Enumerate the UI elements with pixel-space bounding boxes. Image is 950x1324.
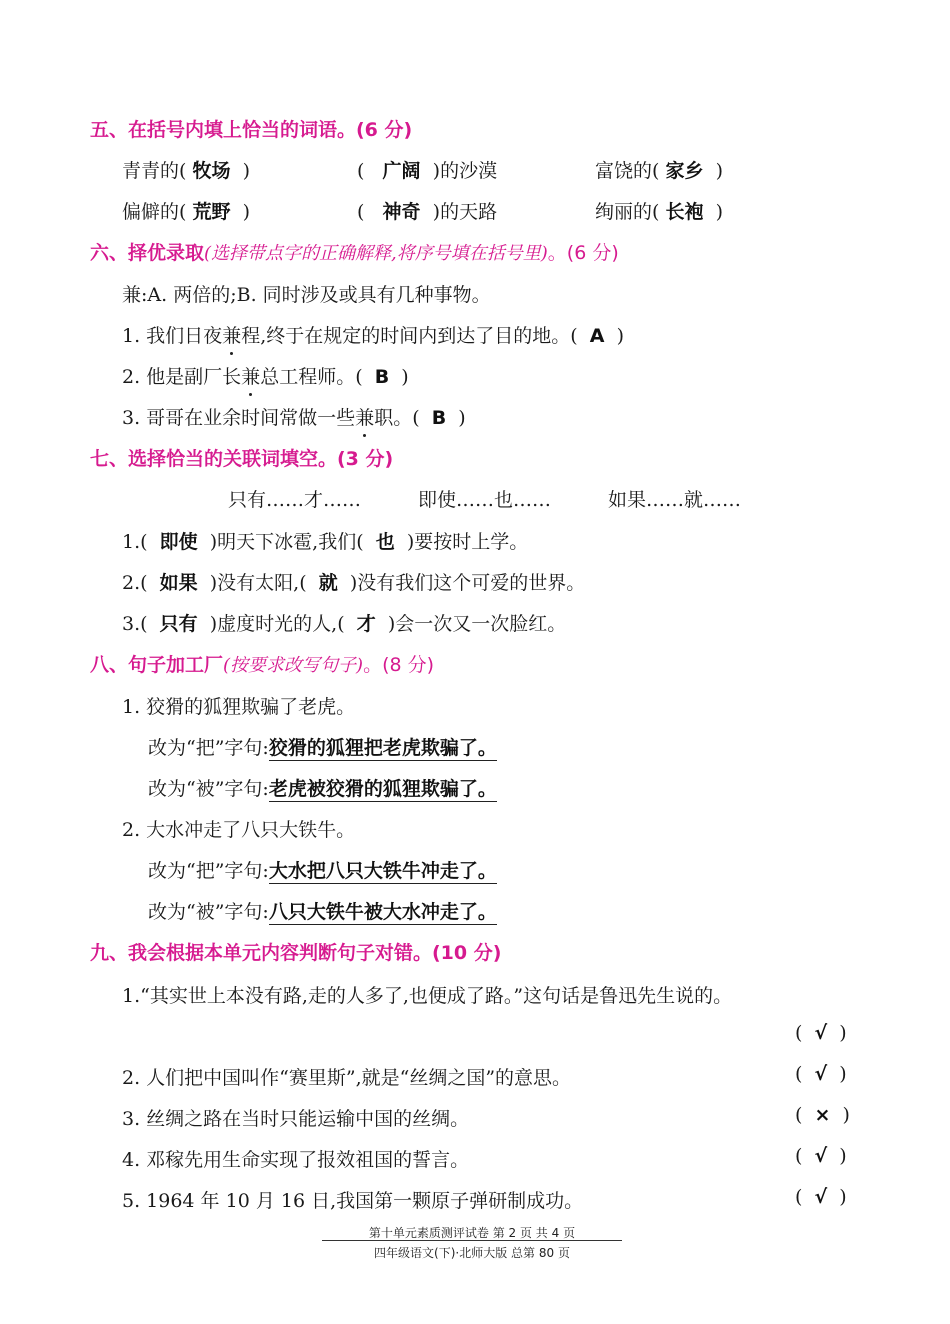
answer: 牧场 <box>192 160 231 182</box>
answer: 即使 <box>159 531 198 553</box>
answer: B <box>431 407 447 429</box>
s8-question-2: 2. 大水冲走了八只大铁牛。 <box>122 819 356 841</box>
footer-divider <box>322 1240 622 1241</box>
answer: 长袍 <box>665 201 704 223</box>
answer: 神奇 <box>382 201 421 223</box>
s9-item-2: 2. 人们把中国叫作“赛里斯”,就是“丝绸之国”的意思。 <box>122 1067 572 1089</box>
answer: 狡猾的狐狸把老虎欺骗了。 <box>268 737 497 759</box>
footer-line-1: 第十单元素质测评试卷 第 2 页 共 4 页 <box>368 1226 576 1240</box>
s5-item-3: 富饶的( 家乡 ) <box>595 160 723 182</box>
answer: 只有 <box>159 613 198 635</box>
section-6-title: 六、择优录取(选择带点字的正确解释,将序号填在括号里)。(6 分) <box>90 242 619 264</box>
s9-mark-5: ( √ ) <box>795 1186 847 1208</box>
answer: 也 <box>375 531 395 553</box>
s8-q2-ba-sentence: 改为“把”字句:大水把八只大铁牛冲走了。 <box>148 860 497 882</box>
section-9-title: 九、我会根据本单元内容判断句子对错。(10 分) <box>90 942 502 964</box>
s5-item-4: 偏僻的( 荒野 ) <box>122 201 250 223</box>
s8-q1-ba-sentence: 改为“把”字句:狡猾的狐狸把老虎欺骗了。 <box>148 737 497 759</box>
s6-definition: 兼:A. 两倍的;B. 同时涉及或具有几种事物。 <box>122 284 491 306</box>
s6-question-1: 1. 我们日夜兼程,终于在规定的时间内到达了目的地。( A ) <box>122 321 624 348</box>
dotted-char: 兼 <box>241 362 260 389</box>
answer: 家乡 <box>665 160 704 182</box>
answer: 老虎被狡猾的狐狸欺骗了。 <box>268 778 497 800</box>
s6-question-2: 2. 他是副厂长兼总工程师。( B ) <box>122 362 409 389</box>
s9-item-4: 4. 邓稼先用生命实现了报效祖国的誓言。 <box>122 1149 470 1171</box>
s9-item-3: 3. 丝绸之路在当时只能运输中国的丝绸。 <box>122 1108 470 1130</box>
footer-line-2: 四年级语文(下)·北师大版 总第 80 页 <box>374 1246 570 1260</box>
answer: 才 <box>356 613 376 635</box>
s9-mark-3: ( × ) <box>795 1104 850 1126</box>
s7-question-3: 3.( 只有 )虚度时光的人,( 才 )会一次又一次脸红。 <box>122 613 567 635</box>
s5-item-5: ( 神奇 )的天路 <box>357 201 498 223</box>
s9-mark-2: ( √ ) <box>795 1063 847 1085</box>
answer: 广阔 <box>382 160 421 182</box>
answer: 八只大铁牛被大水冲走了。 <box>268 901 497 923</box>
section-5-title: 五、在括号内填上恰当的词语。(6 分) <box>90 119 413 141</box>
s5-item-6: 绚丽的( 长袍 ) <box>595 201 723 223</box>
s8-q2-bei-sentence: 改为“被”字句:八只大铁牛被大水冲走了。 <box>148 901 497 923</box>
s6-question-3: 3. 哥哥在业余时间常做一些兼职。( B ) <box>122 403 466 430</box>
dotted-char: 兼 <box>222 321 241 348</box>
s5-item-2: ( 广阔 )的沙漠 <box>357 160 498 182</box>
s9-mark-4: ( √ ) <box>795 1145 847 1167</box>
section-7-title: 七、选择恰当的关联词填空。(3 分) <box>90 448 394 470</box>
s7-question-1: 1.( 即使 )明天下冰雹,我们( 也 )要按时上学。 <box>122 531 529 553</box>
answer: A <box>589 325 605 347</box>
answer: 就 <box>318 572 338 594</box>
s7-option-2: 即使……也…… <box>418 489 552 511</box>
s8-question-1: 1. 狡猾的狐狸欺骗了老虎。 <box>122 696 356 718</box>
s7-option-1: 只有……才…… <box>228 489 362 511</box>
s9-item-1: 1.“其实世上本没有路,走的人多了,也便成了路。”这句话是鲁迅先生说的。 <box>122 985 733 1007</box>
s9-mark-1: ( √ ) <box>795 1022 847 1044</box>
s7-option-3: 如果……就…… <box>608 489 742 511</box>
answer: 如果 <box>159 572 198 594</box>
s8-q1-bei-sentence: 改为“被”字句:老虎被狡猾的狐狸欺骗了。 <box>148 778 497 800</box>
answer: B <box>374 366 390 388</box>
answer: 大水把八只大铁牛冲走了。 <box>268 860 497 882</box>
s7-question-2: 2.( 如果 )没有太阳,( 就 )没有我们这个可爱的世界。 <box>122 572 586 594</box>
answer: 荒野 <box>192 201 231 223</box>
section-8-title: 八、句子加工厂(按要求改写句子)。(8 分) <box>90 654 435 676</box>
s5-item-1: 青青的( 牧场 ) <box>122 160 250 182</box>
s9-item-5: 5. 1964 年 10 月 16 日,我国第一颗原子弹研制成功。 <box>122 1190 584 1212</box>
dotted-char: 兼 <box>355 403 374 430</box>
